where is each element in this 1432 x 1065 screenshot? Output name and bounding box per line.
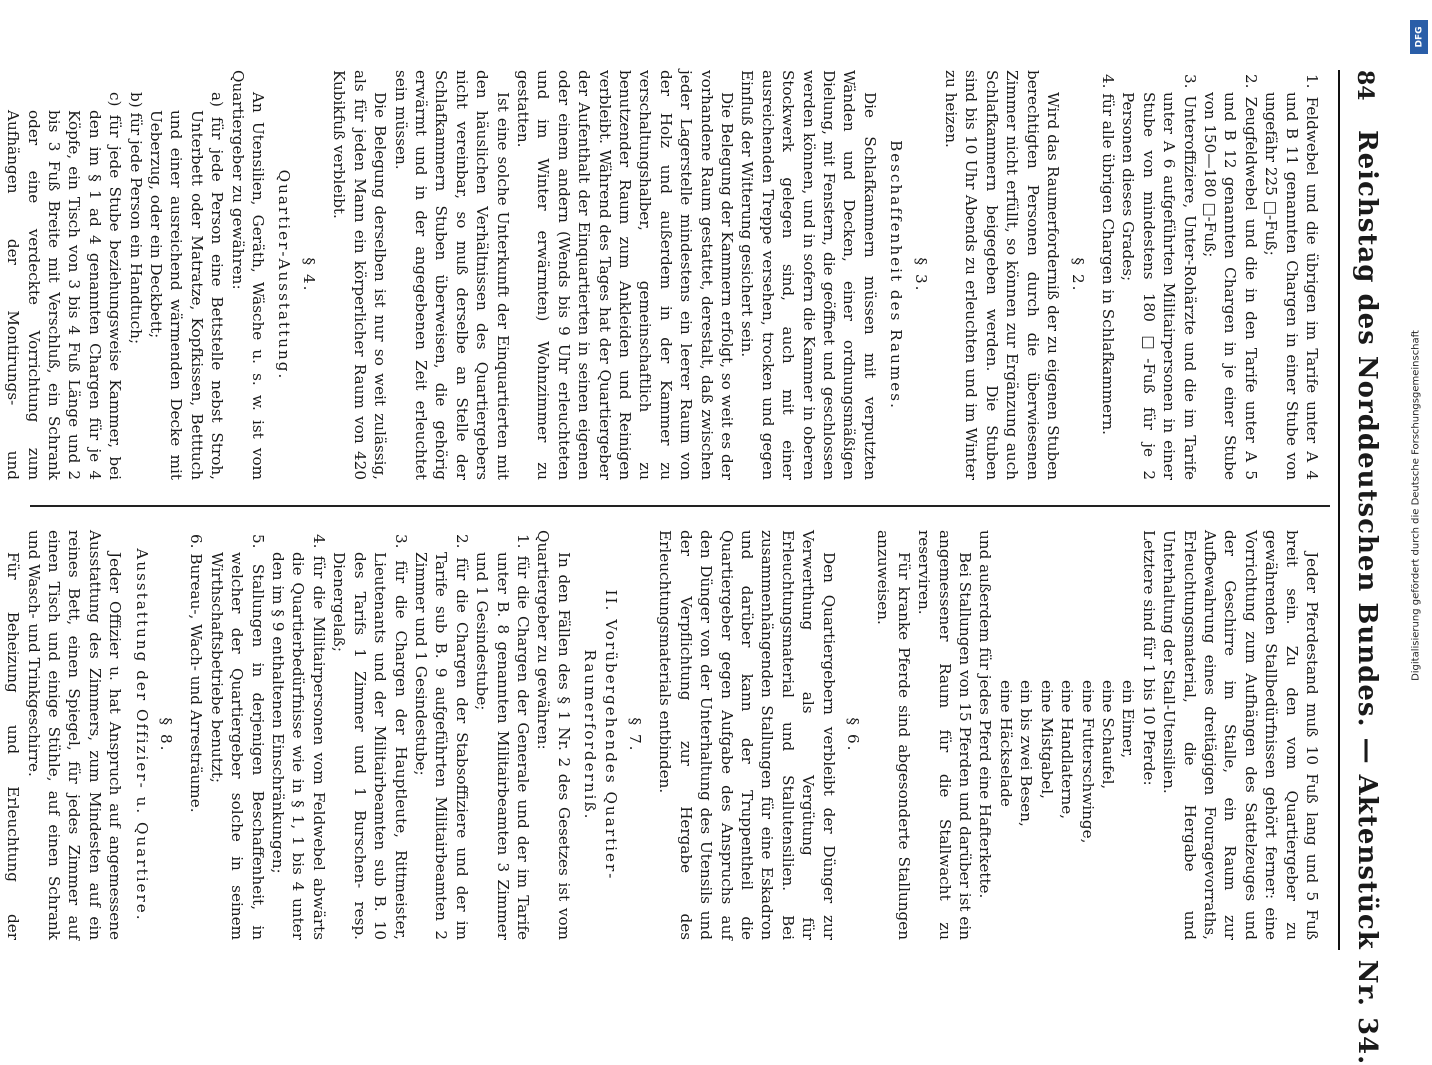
utensil-item: eine Schaufel, bbox=[1098, 680, 1117, 790]
paragraph: Für kranke Pferde sind abgesonderte Stallungen anzuweisen. bbox=[874, 530, 913, 940]
page-header bbox=[1342, 70, 1382, 1065]
section-number: § 3. bbox=[911, 257, 930, 293]
paragraph: Jeder Pferdestand muß 10 Fuß lang und 5 Fuß breit sein. Zu den vom Quartiergeber zu gewährenden Stallbedürfnissen gehört ferner: eine Vorrichtung zum Aufhängen des Sattelzeuges und der Geschirre im Stalle, ein Raum zur Aufbewahrung eines dreitägigen Fouragevorraths, Erleuchtungsmaterial, die Hergabe und Unterhaltung der Stall-Utensilien. bbox=[1160, 530, 1321, 940]
utensil-item: eine Futterschwinge, bbox=[1078, 680, 1097, 844]
page-number: 84 bbox=[1352, 70, 1378, 101]
paragraph: Ist eine solche Unterkunft der Einquartierten mit den häuslichen Verhältnissen des Quartiergebers nicht vereinbar, so muß derselbe an Stelle der Schlafkammern Stuben überweisen, die gehörig erwärmt und in der angegebenen Zeit erleuchtet sein müssen. bbox=[391, 70, 512, 480]
list-item: 3. Unteroffiziere, Unter-Rohärzte und die im Tarife unter A 6 aufgeführten Militairpersonen in einer Stube von mindestens 180 □-Fuß für je 2 Personen dieses Grades; bbox=[1119, 74, 1199, 480]
paragraph: Jeder Offizier u. hat Anspruch auf angemessene Ausstattung des Zimmers, zum Mindesten auf ein reines Bett, einen Spiegel, für jedes Zimmer auf einen Tisch und einige Stühle, auf einen Schrank und Wasch- und Trinkgeschirre. bbox=[24, 530, 125, 940]
paragraph: Für Beheizung und Erleuchtung der bbox=[4, 552, 23, 940]
paragraph: Letztere sind für 1 bis 10 Pferde: bbox=[1139, 530, 1158, 786]
section-heading: Ausstattung der Offizier- u. Quartiere. bbox=[132, 548, 151, 922]
section-heading: Quartier-Ausstattung. bbox=[275, 169, 294, 381]
paragraph: An Utensilien, Geräth, Wäsche u. s. w. ist vom Quartiergeber zu gewähren: bbox=[228, 70, 268, 480]
column-divider bbox=[30, 505, 1330, 507]
section-number: § 4. bbox=[299, 257, 318, 293]
paragraph: Bei Stallungen von 15 Pferden und darüber ist ein angemessener Raum für die Stallwacht zu reserviren. bbox=[915, 530, 975, 940]
left-column bbox=[0, 70, 1322, 480]
utensil-item: eine Häckselade bbox=[996, 680, 1015, 807]
list-item: 4. für alle übrigen Chargen in Schlafkammern. bbox=[1098, 74, 1117, 435]
section-number: § 7. bbox=[626, 717, 644, 753]
section-number: § 2. bbox=[1068, 257, 1087, 293]
paragraph: Die Belegung derselben ist nur so weit zulässig, als für jeden Mann ein körperlicher Raum von 420 Kubikfuß verbleibt. bbox=[330, 70, 390, 480]
right-column bbox=[0, 530, 1322, 940]
page-title: Reichstag des Norddeutschen Bundes. — Aktenstück Nr. 34. bbox=[1352, 130, 1382, 1065]
list-item: 1. für die Chargen der Generale und der im Tarife unter B. 8 genannten Militairbeamten 3 Zimmer und 1 Gesindestube; bbox=[473, 534, 532, 940]
section-heading: II. Vorübergehendes Quartier-Raumerforderniß. bbox=[581, 589, 620, 881]
paragraph: In den Fällen des § 1 Nr. 2 des Gesetzes ist vom Quartiergeber zu gewähren: bbox=[534, 530, 573, 940]
list-item: 2. für die Chargen der Stabsoffiziere und der im Tarife sub B. 9 aufgeführten Militairbeamten 2 Zimmer und 1 Gesindestube; bbox=[411, 534, 471, 940]
sub-item: b) für jede Person ein Handtuch; bbox=[126, 92, 145, 345]
section-number: § 6. bbox=[844, 717, 863, 753]
digitization-credit bbox=[1406, 0, 1428, 1000]
paragraph: Die Schlafkammern müssen mit verputzten Wänden und Decken, einer ordnungsmäßigen Dielung, mit Fenstern, die geöffnet und geschlossen werden können, und in sofern die Kammer in oberen Stockwerk gelegen sind, auch mit einer ausreichenden Treppe versehen, trocken und gegen Einfluß der Witterung gesichert sein. bbox=[738, 70, 879, 480]
utensil-item: eine Handlaterne, bbox=[1058, 680, 1077, 820]
list-item: 4. für die Militairpersonen vom Feldwebel abwärts die Quartierbedürfnisse wie in § 1, 1 bis 4 unter den im § 9 enthaltenen Einschränkungen; bbox=[269, 534, 328, 940]
paragraph: Wird das Raumerforderniß der zu eigenen Stuben berechtigten Personen durch die überwiesenen Zimmer nicht erfüllt, so können zur Ergänzung auch Schlafkammern beigegeben werden. Die Stuben sind bis 10 Uhr Abends zu erleuchten und im Winter zu heizen. bbox=[942, 70, 1063, 480]
paragraph: Den Quartiergebern verbleibt der Dünger zur Verwerthung als Vergütung für Erleuchtungsmaterial und Stallutensilien. Bei zusammenhängenden Stallungen für eine Eskadron und darüber kann der Truppentheil die Quartiergeber gegen Aufgabe des Anspruchs auf den Dünger von der Unterhaltung des Utensils und der Verpflichtung zur Hergabe des Erleuchtungsmaterials entbinden. bbox=[656, 530, 838, 940]
section-heading: Beschaffenheit des Raumes. bbox=[887, 140, 906, 410]
list-item: 6. Bureau-, Wach- und Arresträume. bbox=[187, 534, 206, 813]
section-number: § 8. bbox=[157, 717, 176, 753]
paragraph: Die Belegung der Kammern erfolgt, so weit es der vorhandene Raum gestattet, derestalt, daß zwischen jeder Lagerstelle mindestens ein leerer Raum von der Holz und außerdem in der Kammer zu verschaltungshalber, gemeinschaftlich zu benutzender Raum zum Ankleiden und Reinigen verbleibt. Während des Tages hat der Quartiergeber der Aufenthalt der Einquartierten in seinen eigenen oder einem andern (Wends bis 9 Uhr erleuchteten und im Winter erwärmten) Wohnzimmer zu gestatten. bbox=[513, 70, 737, 481]
paragraph: und außerdem für jedes Pferd eine Hafterkette. bbox=[976, 530, 995, 899]
dfg-logo bbox=[1410, 20, 1428, 54]
utensil-item: ein bis zwei Besen, bbox=[1017, 680, 1036, 827]
sub-item: c) für jede Stube beziehungsweise Kammer, bei den im § 1 ad 4 genannten Chargen für je 4 Köpfe, ein Tisch von 3 bis 4 Fuß Länge und 2 bis 3 Fuß Breite mit Verschluß, ein Schrank oder eine verdeckte Vorrichtung zum Aufhängen der Montirungs- und bbox=[4, 92, 125, 480]
dfg-logo-text: DFG bbox=[1414, 26, 1425, 48]
list-item: 3. für die Chargen der Hauptleute, Rittmeister, Lieutenants und der Militairbeamten sub B. 10 des Tarifs 1 Zimmer und 1 Burschen- resp. Dienergelaß; bbox=[330, 534, 410, 940]
list-item: 1. Feldwebel und die übrigen im Tarife unter A 4 und B 11 genannten Chargen in einer Stube von ungefähr 225 □-Fuß; bbox=[1262, 74, 1321, 480]
utensil-item: eine Mistgabel, bbox=[1037, 680, 1056, 799]
credit-text: Digitalisierung gefördert durch die Deutsche Forschungsgemeinschaft bbox=[1410, 330, 1422, 681]
header-rule bbox=[1338, 70, 1340, 950]
sub-item: a) für jede Person eine Bettstelle nebst Stroh, Unterbett oder Matratze, Kopfkissen, Betttuch und einer ausreichend wärmenden Decke mit Ueberzug, oder ein Deckbett; bbox=[147, 92, 227, 480]
list-item: 2. Zeugfeldwebel und die in den Tarife unter A 5 und B 12 genannten Chargen in je einer Stube von 150—180 □-Fuß; bbox=[1200, 74, 1260, 480]
list-item: 5. Stallungen in derjenigen Beschaffenheit, in welcher der Quartiergeber solche in seinem Wirthschaftsbetriebe benutzt; bbox=[207, 534, 267, 940]
utensil-item: ein Eimer, bbox=[1119, 680, 1138, 759]
